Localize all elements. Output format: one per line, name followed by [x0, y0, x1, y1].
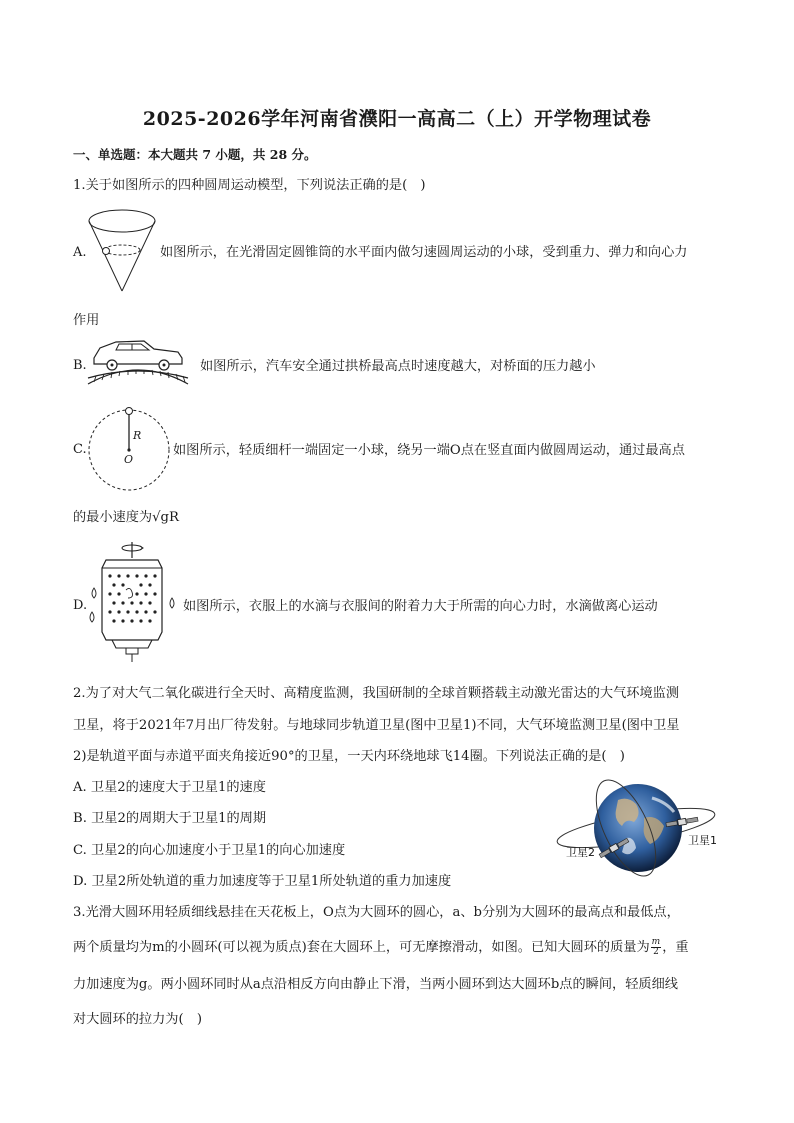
satellite-2-label: 卫星2 — [566, 846, 595, 859]
fraction-numerator: m — [651, 937, 661, 947]
option-d-letter: D. — [73, 598, 88, 613]
option-c-text: 如图所示，轻质细杆一端固定一小球，绕另一端O点在竖直面内做圆周运动，通过最高点 — [173, 443, 685, 458]
radius-label: R — [133, 429, 142, 442]
option-a-letter: A. — [73, 245, 87, 260]
question-3-line-4: 对大圆环的拉力为( ) — [73, 1012, 202, 1027]
question-3-line-2 — [73, 938, 689, 957]
option-c-letter: C. — [73, 442, 87, 457]
cone-figure — [86, 207, 158, 293]
question-3-line-1: 3.光滑大圆环用轻质细线悬挂在天花板上，O点为大圆环的圆心，a、b分别为大圆环的最高点和最低点， — [73, 905, 680, 920]
question-2-option-d: D. 卫星2所处轨道的重力加速度等于卫星1所处轨道的重力加速度 — [73, 874, 452, 889]
fraction-denominator: 2 — [653, 947, 659, 957]
question-2-line-3: 2)是轨道平面与赤道平面夹角接近90°的卫星，一天内环绕地球飞14圈。下列说法正确的是( ) — [73, 749, 625, 764]
question-3-line-3: 力加速度为g。两小圆环同时从a点沿相反方向由静止下滑，当两小圆环到达大圆环b点的瞬间，轻质细线 — [73, 977, 678, 992]
question-2-option-c: C. 卫星2的向心加速度小于卫星1的向心加速度 — [73, 843, 346, 858]
question-2-option-a: A. 卫星2的速度大于卫星1的速度 — [73, 780, 266, 795]
center-label: O — [124, 453, 134, 466]
mass-fraction — [651, 938, 662, 957]
section-heading: 一、单选题：本大题共 7 小题，共 28 分。 — [73, 147, 317, 162]
earth-satellite-figure — [556, 778, 726, 882]
option-d-text: 如图所示，衣服上的水滴与衣服间的附着力大于所需的向心力时，水滴做离心运动 — [183, 599, 658, 614]
option-a-continuation: 作用 — [73, 313, 100, 328]
question-1-stem: 1.关于如图所示的四种圆周运动模型，下列说法正确的是( ) — [73, 178, 426, 193]
question-2-line-2: 卫星，将于2021年7月出厂待发射。与地球同步轨道卫星(图中卫星1)不同，大气环境监测卫星(图中卫星 — [73, 718, 680, 733]
question-3-line-2-text: 两个质量均为m的小圆环(可以视为质点)套在大圆环上，可无摩擦滑动，如图。已知大圆环的质量为 — [73, 940, 650, 955]
option-a-text: 如图所示，在光滑固定圆锥筒的水平面内做匀速圆周运动的小球，受到重力、弹力和向心力 — [160, 245, 688, 260]
question-2-line-1: 2.为了对大气二氧化碳进行全天时、高精度监测，我国研制的全球首颗搭载主动激光雷达的大气环境监测 — [73, 686, 680, 701]
question-3-line-2-tail: ，重 — [662, 940, 689, 955]
satellite-1-label: 卫星1 — [688, 834, 717, 847]
option-c-continuation: 的最小速度为√gR — [73, 510, 179, 525]
question-2-option-b: B. 卫星2的周期大于卫星1的周期 — [73, 811, 267, 826]
rod-circle-figure — [88, 403, 172, 495]
spin-dryer-figure — [86, 540, 182, 666]
option-b-letter: B. — [73, 358, 87, 373]
page-title: 2025-2026学年河南省濮阳一高高二（上）开学物理试卷 — [142, 108, 652, 130]
car-bridge-figure — [86, 336, 190, 388]
option-b-text: 如图所示，汽车安全通过拱桥最高点时速度越大，对桥面的压力越小 — [200, 359, 596, 374]
